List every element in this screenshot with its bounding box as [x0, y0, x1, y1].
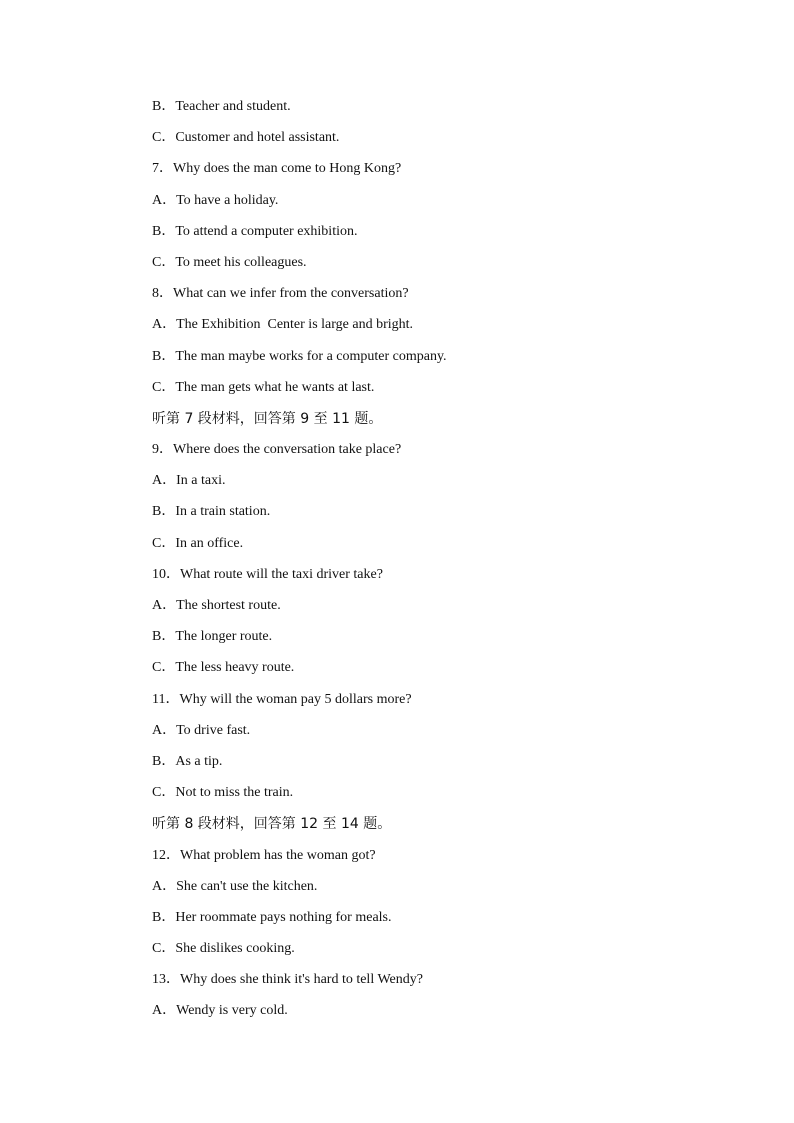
answer-option: C．Not to miss the train.	[152, 785, 294, 801]
answer-option: A．The Exhibition Center is large and bright.	[152, 317, 414, 333]
question-7: 7．Why does the man come to Hong Kong?	[152, 161, 402, 177]
answer-option: B．As a tip.	[152, 753, 223, 769]
answer-option: B．The man maybe works for a computer company.	[152, 348, 447, 364]
answer-option: B．Her roommate pays nothing for meals.	[152, 909, 392, 925]
answer-option: B．Teacher and student.	[152, 99, 291, 114]
answer-option: B．In a train station.	[152, 504, 271, 520]
answer-option: A．To have a holiday.	[152, 192, 279, 208]
answer-option: A．To drive fast.	[152, 722, 251, 738]
answer-option: C．To meet his colleagues.	[152, 254, 307, 270]
answer-option: A．In a taxi.	[152, 473, 226, 489]
answer-option: C．In an office.	[152, 535, 244, 551]
answer-option: A．She can't use the kitchen.	[152, 878, 318, 894]
answer-option: A．Wendy is very cold.	[152, 1003, 288, 1019]
question-11: 11．Why will the woman pay 5 dollars more?	[152, 691, 412, 707]
question-12: 12．What problem has the woman got?	[152, 847, 376, 863]
answer-option: C．She dislikes cooking.	[152, 941, 295, 957]
section-heading-7: 听第 7 段材料，回答第 9 至 11 题。	[152, 410, 383, 427]
question-8: 8．What can we infer from the conversation?	[152, 286, 409, 302]
answer-option: A．The shortest route.	[152, 598, 281, 613]
question-9: 9．Where does the conversation take place?	[152, 442, 402, 458]
answer-option: C．Customer and hotel assistant.	[152, 130, 340, 146]
question-13: 13．Why does she think it's hard to tell Wendy?	[152, 972, 423, 988]
answer-option: C．The man gets what he wants at last.	[152, 379, 375, 395]
section-heading-8: 听第 8 段材料，回答第 12 至 14 题。	[152, 816, 392, 833]
answer-option: B．To attend a computer exhibition.	[152, 223, 358, 239]
question-10: 10．What route will the taxi driver take?	[152, 566, 383, 582]
answer-option: C．The less heavy route.	[152, 660, 295, 676]
answer-option: B．The longer route.	[152, 629, 273, 645]
question-list	[152, 96, 712, 1032]
